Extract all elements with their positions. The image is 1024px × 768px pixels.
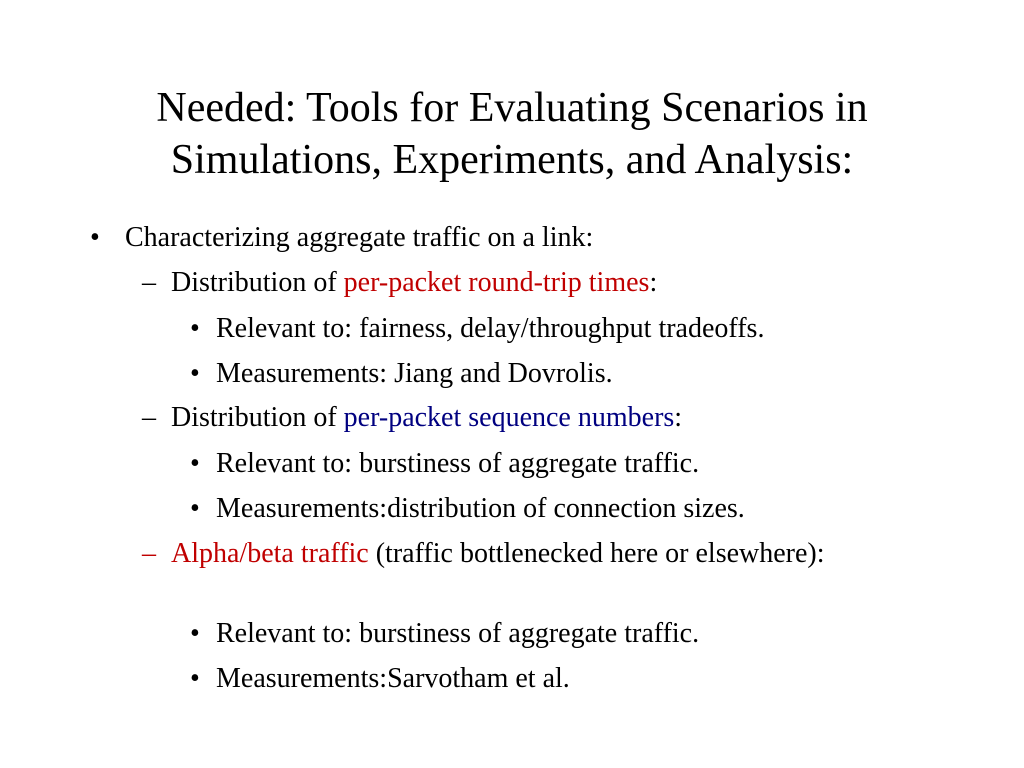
dash-text: [171, 267, 657, 299]
bullet-mark: •: [90, 222, 100, 253]
sub-bullet-mark: •: [190, 448, 200, 479]
dash-item-rtt: [0, 267, 1024, 299]
bullet-item-level1: [0, 222, 1024, 254]
dash-text-post: (traffic bottlenecked here or elsewhere):: [368, 538, 825, 569]
slide-title: [80, 82, 944, 186]
sub-bullet-item: [0, 493, 1024, 525]
highlight-alpha-beta: Alpha/beta traffic: [171, 538, 369, 569]
title-line-1: Needed: Tools for Evaluating Scenarios in: [156, 85, 868, 131]
dash-text: [171, 402, 682, 434]
dash-text-pre: Distribution of: [171, 402, 344, 433]
dash-mark: –: [142, 267, 156, 298]
dash-text: [171, 538, 831, 570]
sub-bullet-item: [0, 663, 1024, 695]
sub-bullet-text: Relevant to: burstiness of aggregate traffic.: [216, 618, 700, 649]
sub-bullet-text: Measurements:Sarvotham et al.: [216, 663, 570, 694]
dash-item-alpha-beta: [0, 538, 1024, 604]
dash-mark: –: [142, 402, 156, 433]
bullet-text: Characterizing aggregate traffic on a link:: [125, 222, 594, 253]
sub-bullet-text: Relevant to: burstiness of aggregate traffic.: [216, 448, 700, 479]
sub-bullet-mark: •: [190, 493, 200, 524]
sub-bullet-mark: •: [190, 358, 200, 389]
sub-bullet-mark: •: [190, 618, 200, 649]
sub-bullet-item: [0, 448, 1024, 480]
title-line-2: Simulations, Experiments, and Analysis:: [170, 137, 854, 183]
dash-mark: –: [142, 538, 156, 569]
sub-bullet-item: [0, 313, 1024, 345]
sub-bullet-mark: •: [190, 313, 200, 344]
dash-text-pre: Distribution of: [171, 267, 344, 298]
dash-text-post: :: [674, 402, 683, 433]
sub-bullet-text: Relevant to: fairness, delay/throughput tradeoffs.: [216, 313, 765, 344]
dash-item-seq: [0, 402, 1024, 434]
sub-bullet-text: Measurements: Jiang and Dovrolis.: [216, 358, 613, 389]
sub-bullet-item: [0, 618, 1024, 650]
sub-bullet-text: Measurements:distribution of connection sizes.: [216, 493, 745, 524]
highlight-seq: per-packet sequence numbers: [343, 402, 675, 433]
sub-bullet-mark: •: [190, 663, 200, 694]
dash-text-post: :: [649, 267, 658, 298]
highlight-rtt: per-packet round-trip times: [343, 267, 650, 298]
sub-bullet-item: [0, 358, 1024, 390]
